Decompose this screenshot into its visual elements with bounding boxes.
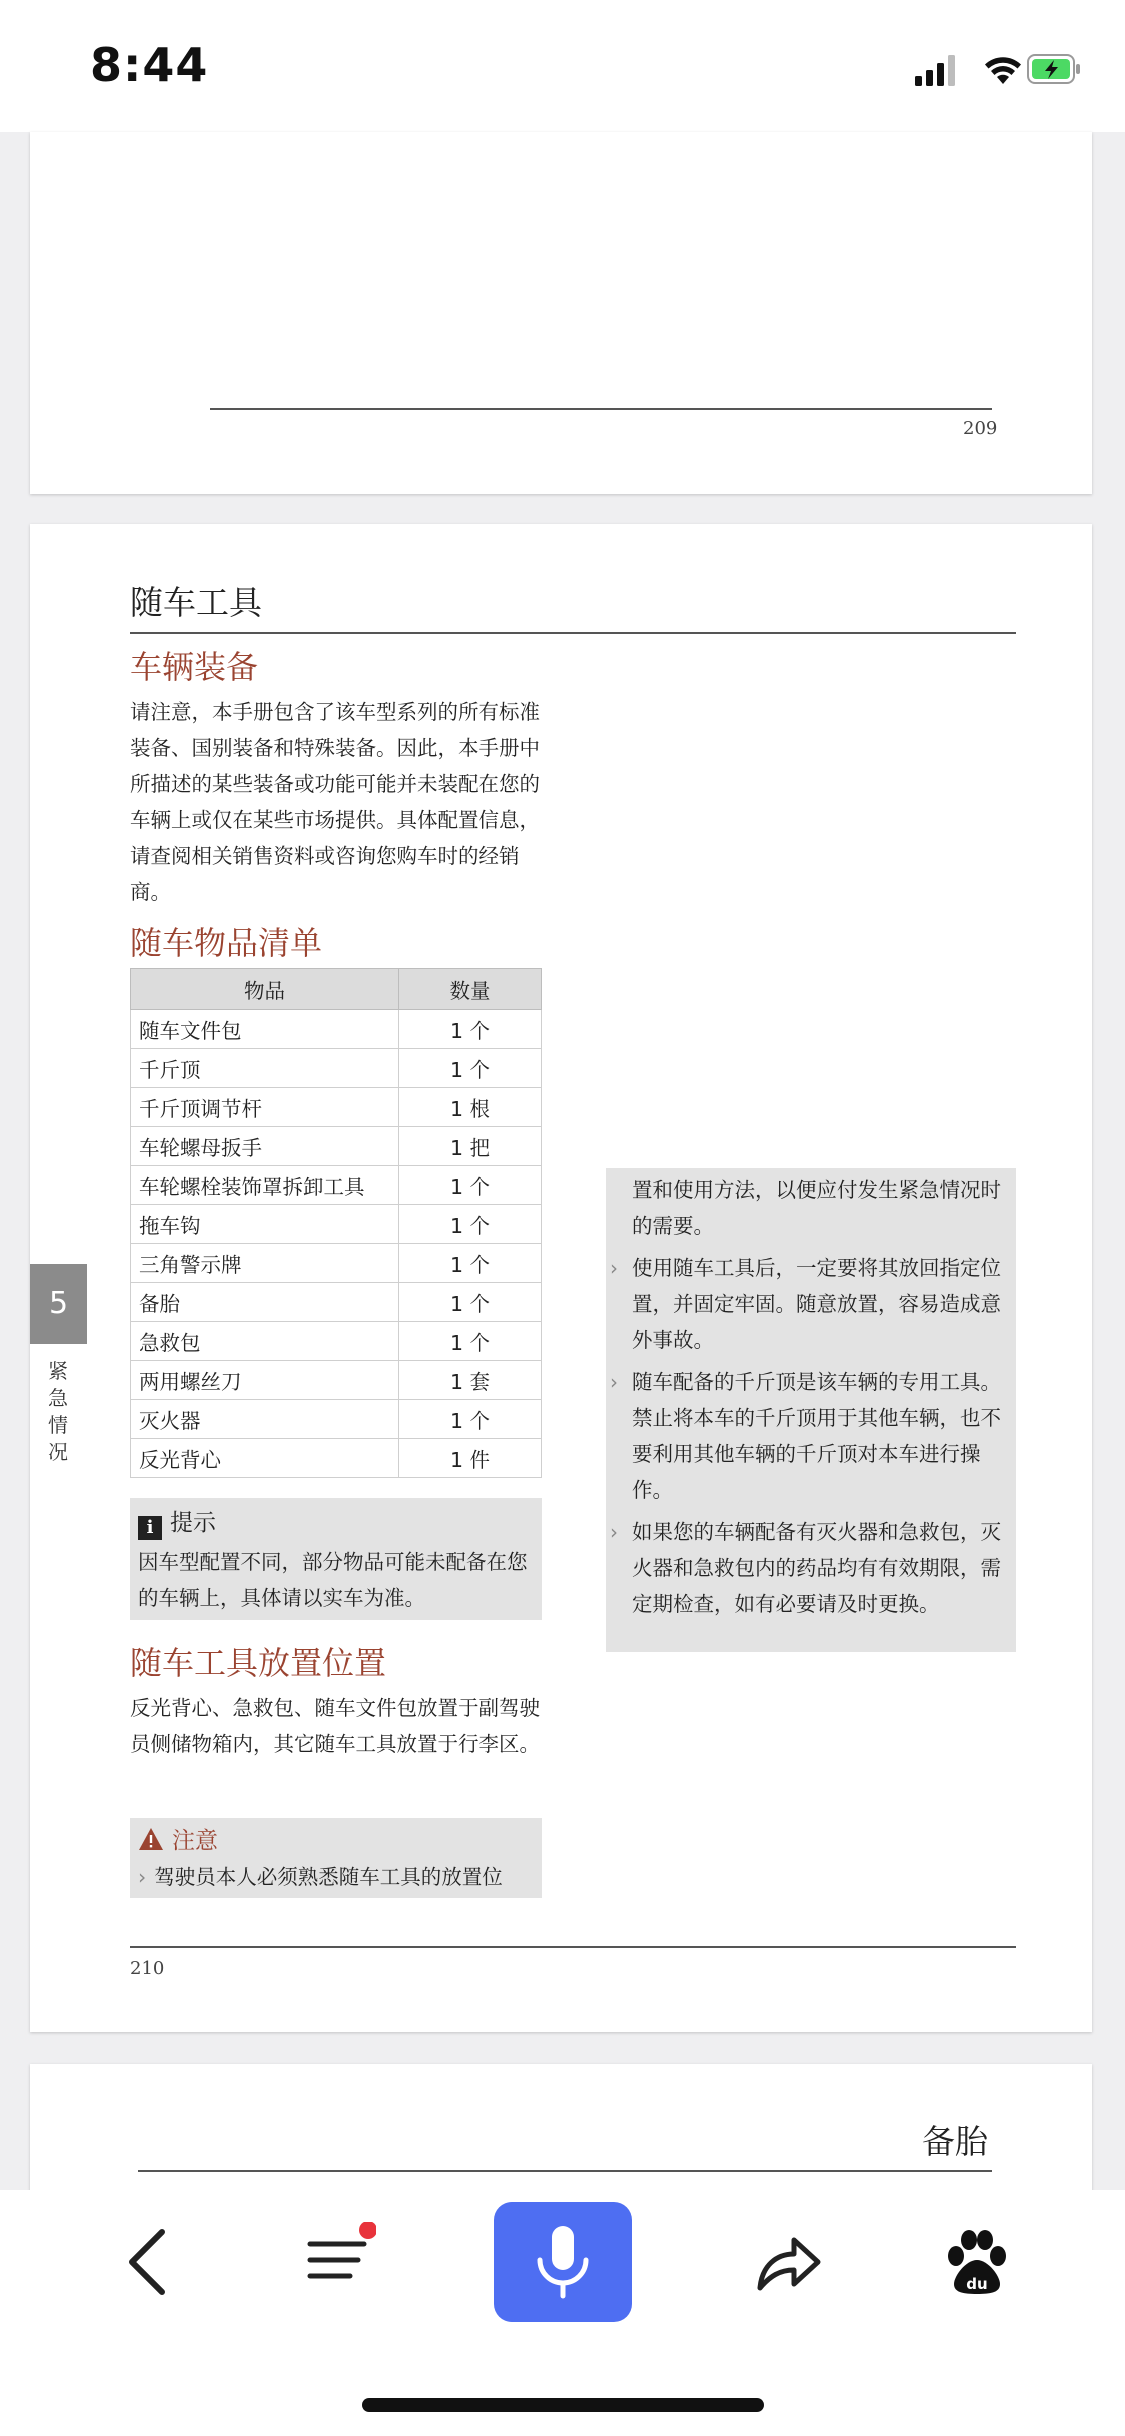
item-quantity: 1 个 — [399, 1205, 542, 1244]
page-number: 210 — [130, 1958, 165, 1979]
heading-vehicle-equipment: 车辆装备 — [130, 648, 259, 686]
vehicle-equipment-text: 请注意，本手册包含了该车型系列的所有标准装备、国别装备和特殊装备。因此，本手册中所描述的某些装备或功能可能并未装配在您的车辆上或仅在某些市场提供。具体配置信息，请查阅相关销售资料或咨询您购车时的经销商。 — [130, 700, 540, 904]
caution-item-text: 置和使用方法，以便应付发生紧急情况时的需要。 — [632, 1178, 1001, 1238]
status-time: 8:44 — [90, 38, 209, 92]
voice-button[interactable] — [494, 2202, 632, 2322]
item-quantity: 1 个 — [399, 1283, 542, 1322]
item-quantity: 1 个 — [399, 1400, 542, 1439]
item-name: 急救包 — [131, 1322, 399, 1361]
item-name: 随车文件包 — [131, 1010, 399, 1049]
caution-label: 注意 — [172, 1828, 218, 1854]
baidu-paw-icon[interactable] — [944, 2226, 1010, 2298]
caution-item-text: 使用随车工具后，一定要将其放回指定位置，并固定牢固。随意放置，容易造成意外事故。 — [632, 1256, 1001, 1352]
item-list-table — [130, 968, 542, 1478]
item-name: 备胎 — [131, 1283, 399, 1322]
item-quantity: 1 个 — [399, 1244, 542, 1283]
tip-text: 因车型配置不同，部分物品可能未配备在您的车辆上，具体请以实车为准。 — [138, 1550, 528, 1610]
tip-header — [138, 1504, 216, 1540]
item-name: 千斤顶调节杆 — [131, 1088, 399, 1127]
caution-continued-text — [606, 1172, 1008, 1244]
status-icons — [915, 50, 1085, 90]
next-page-title: 备胎 — [922, 2122, 988, 2161]
wifi-icon — [985, 57, 1021, 84]
item-quantity: 1 个 — [399, 1010, 542, 1049]
page-footer-rule — [210, 408, 992, 410]
item-quantity: 1 个 — [399, 1322, 542, 1361]
caution-item — [606, 1514, 1008, 1622]
item-quantity: 1 把 — [399, 1127, 542, 1166]
chevron-right-icon: › — [610, 1370, 618, 1394]
table-row — [131, 1361, 542, 1400]
status-bar — [0, 0, 1125, 132]
heading-tool-location: 随车工具放置位置 — [130, 1644, 387, 1682]
column-header-quantity: 数量 — [399, 969, 542, 1010]
share-icon[interactable] — [752, 2226, 824, 2298]
notification-dot — [359, 2222, 376, 2239]
chapter-tab-label: 紧急情况 — [48, 1359, 68, 1464]
table-row — [131, 1166, 542, 1205]
document-page-209 — [30, 132, 1092, 494]
caution-item — [138, 1862, 503, 1892]
chevron-right-icon: › — [610, 1520, 618, 1544]
table-row — [131, 1049, 542, 1088]
table-row — [131, 1322, 542, 1361]
info-icon: i — [138, 1516, 162, 1540]
item-name: 拖车钩 — [131, 1205, 399, 1244]
heading-item-list: 随车物品清单 — [130, 924, 323, 962]
svg-text:du: du — [966, 2275, 988, 2293]
caution-box — [130, 1818, 542, 1898]
table-row — [131, 1205, 542, 1244]
table-row — [131, 1283, 542, 1322]
chevron-right-icon: › — [138, 1865, 147, 1889]
item-name: 三角警示牌 — [131, 1244, 399, 1283]
item-name: 车轮螺栓装饰罩拆卸工具 — [131, 1166, 399, 1205]
caution-item — [606, 1250, 1008, 1358]
column-header-item: 物品 — [131, 969, 399, 1010]
cellular-signal-icon — [915, 55, 955, 86]
table-row — [131, 1244, 542, 1283]
page-header-rule — [138, 2170, 992, 2172]
section-title: 随车工具 — [130, 583, 262, 622]
caution-header — [138, 1822, 218, 1855]
item-name: 灭火器 — [131, 1400, 399, 1439]
section-title-rule — [130, 632, 1016, 634]
caution-item-text: 随车配备的千斤顶是该车辆的专用工具。禁止将本车的千斤顶用于其他车辆，也不要利用其他车辆的千斤顶对本车进行操作。 — [632, 1370, 1001, 1502]
item-quantity: 1 个 — [399, 1166, 542, 1205]
item-name: 千斤顶 — [131, 1049, 399, 1088]
caution-item-text: 驾驶员本人必须熟悉随车工具的放置位 — [154, 1865, 503, 1889]
table-row — [131, 1400, 542, 1439]
item-name: 两用螺丝刀 — [131, 1361, 399, 1400]
chevron-right-icon: › — [610, 1256, 618, 1280]
mic-icon — [494, 2202, 632, 2322]
caution-item — [606, 1364, 1008, 1508]
home-indicator — [362, 2398, 764, 2412]
tip-box — [130, 1498, 542, 1620]
table-row — [131, 1439, 542, 1478]
chapter-tab-number: 5 — [30, 1264, 87, 1344]
page-footer-rule — [130, 1946, 1016, 1948]
warning-icon — [138, 1827, 164, 1851]
table-row — [131, 1088, 542, 1127]
page-number: 209 — [963, 418, 998, 439]
item-name: 车轮螺母扳手 — [131, 1127, 399, 1166]
table-row — [131, 1010, 542, 1049]
item-quantity: 1 根 — [399, 1088, 542, 1127]
battery-charging-icon — [1028, 55, 1080, 83]
item-quantity: 1 件 — [399, 1439, 542, 1478]
item-quantity: 1 套 — [399, 1361, 542, 1400]
back-icon[interactable] — [118, 2226, 178, 2298]
caution-item-text: 如果您的车辆配备有灭火器和急救包，灭火器和急救包内的药品均有有效期限，需定期检查，如有必要请及时更换。 — [632, 1520, 1001, 1616]
caution-continued-box — [606, 1168, 1016, 1652]
tool-location-text: 反光背心、急救包、随车文件包放置于副驾驶员侧储物箱内，其它随车工具放置于行李区。 — [130, 1696, 540, 1756]
table-row — [131, 1127, 542, 1166]
table-header-row — [131, 969, 542, 1010]
item-name: 反光背心 — [131, 1439, 399, 1478]
item-quantity: 1 个 — [399, 1049, 542, 1088]
tip-label: 提示 — [170, 1510, 216, 1536]
menu-button[interactable] — [304, 2222, 376, 2294]
menu-icon — [304, 2222, 376, 2294]
